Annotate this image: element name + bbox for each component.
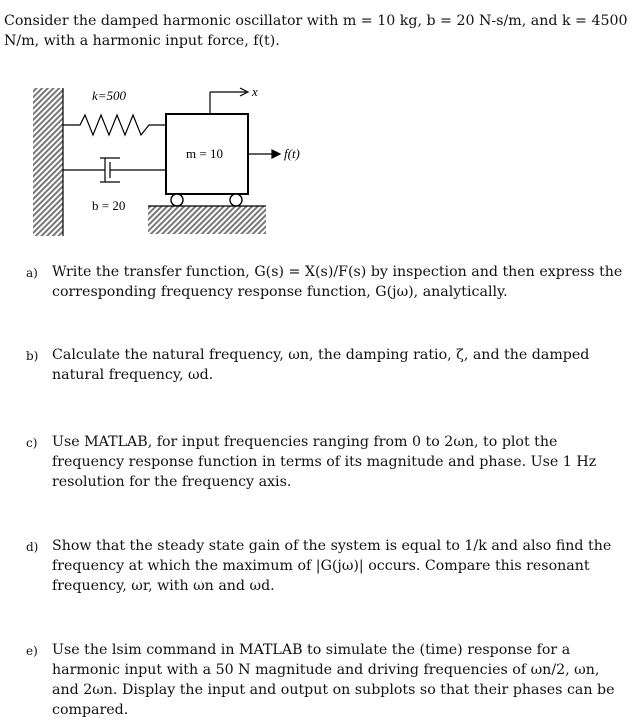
question-a	[26, 262, 626, 302]
spring-label: k=500	[92, 88, 127, 103]
question-b	[26, 345, 626, 385]
force-arrow	[248, 150, 280, 158]
displacement-arrow	[210, 88, 248, 114]
question-label: a)	[26, 266, 38, 280]
question-label: d)	[26, 540, 39, 554]
problem-intro: Consider the damped harmonic oscillator with m = 10 kg, b = 20 N-s/m, and k = 4500 N/m, with a harmonic input force, f(t).	[4, 13, 628, 49]
question-text: Calculate the natural frequency, ωn, the damping ratio, ζ, and the damped natural frequency, ωd.	[52, 347, 590, 383]
question-label: b)	[26, 349, 39, 363]
force-label: f(t)	[284, 146, 300, 161]
displacement-label: x	[252, 84, 258, 99]
wall	[33, 88, 63, 236]
question-text: Use the lsim command in MATLAB to simulate the (time) response for a harmonic input with a 50 N magnitude and driving frequencies of ωn/2, ωn, and 2ωn. Display the input and output on subplots so that their phases can be compared.	[52, 642, 615, 718]
wheel-right	[230, 194, 242, 206]
question-d	[26, 536, 626, 596]
question-c	[26, 432, 626, 492]
question-text: Show that the steady state gain of the system is equal to 1/k and also find the frequency at which the maximum of |G(jω)| occurs. Compare this resonant frequency, ωr, with ωn and ωd.	[52, 538, 612, 594]
damper	[63, 158, 166, 182]
question-label: e)	[26, 644, 38, 658]
question-text: Use MATLAB, for input frequencies ranging from 0 to 2ωn, to plot the frequency response function in terms of its magnitude and phase. Use 1 Hz resolution for the frequency axis.	[52, 434, 597, 490]
mass-spring-damper-figure	[0, 78, 300, 242]
damper-label: b = 20	[92, 198, 126, 213]
wheel-left	[171, 194, 183, 206]
question-label: c)	[26, 436, 38, 450]
ground	[148, 206, 266, 234]
question-text: Write the transfer function, G(s) = X(s)/F(s) by inspection and then express the corresponding frequency response function, G(jω), analytically.	[52, 264, 623, 300]
question-e	[26, 640, 626, 720]
spring	[63, 115, 166, 135]
mass-label: m = 10	[186, 146, 223, 161]
